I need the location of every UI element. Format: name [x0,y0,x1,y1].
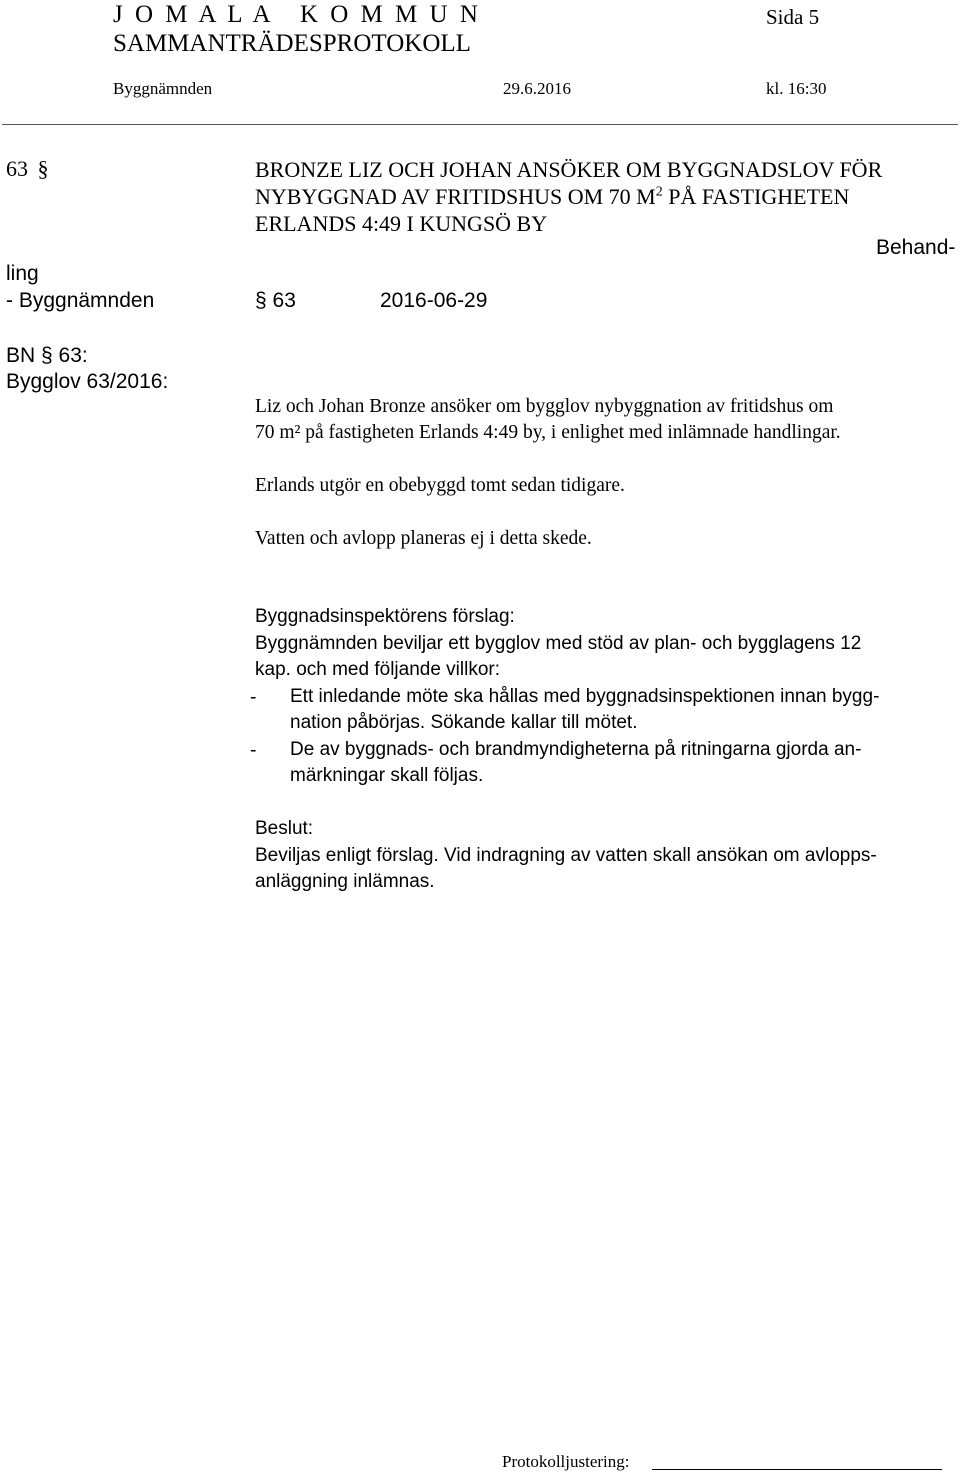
paragraph-symbol: § [37,156,49,181]
handling-entry-board: - Byggnämnden [6,289,155,312]
signature-line [652,1469,942,1470]
proposal-line-2: kap. och med följande villkor: [255,659,501,680]
handling-label-part-2: ling [6,262,39,285]
section-title-line-3: ERLANDS 4:49 I KUNGSÖ BY [255,211,548,236]
section-title-line-1: BRONZE LIZ OCH JOHAN ANSÖKER OM BYGGNADSLOV FÖR [255,157,883,182]
meeting-date: 29.6.2016 [503,79,571,98]
section-title-line-2-post: PÅ FASTIGHETEN [662,184,850,209]
proposal-heading: Byggnadsinspektörens förslag: [255,606,515,627]
section-title-line-2 [255,183,882,210]
meeting-time: kl. 16:30 [766,79,827,98]
protocol-title: SAMMANTRÄDESPROTOKOLL [113,30,471,57]
meeting-board: Byggnämnden [113,79,213,98]
section-title-superscript: 2 [655,184,663,200]
condition-1-line-1: Ett inledande möte ska hållas med byggnadsinspektionen innan bygg- [290,686,880,707]
handling-entry-date: 2016-06-29 [380,289,488,312]
decision-line-2: anläggning inlämnas. [255,871,435,892]
section-title-line-2-pre: NYBYGGNAD AV FRITIDSHUS OM 70 M [255,184,656,209]
water-note: Vatten och avlopp planeras ej i detta skede. [255,528,592,549]
header-divider [2,124,958,125]
intro-line-1: Liz och Johan Bronze ansöker om bygglov nybyggnation av fritidshus om [255,396,834,417]
condition-2-line-1: De av byggnads- och brandmyndigheterna på ritningarna gjorda an- [290,739,862,760]
intro-line-2: 70 m² på fastigheten Erlands 4:49 by, i enlighet med inlämnade handlingar. [255,422,841,443]
section-title [255,156,882,237]
bn-reference: BN § 63: [6,344,88,367]
protocol-adjustment-label: Protokolljustering: [502,1452,630,1471]
page-number: Sida 5 [766,5,820,29]
proposal-line-1: Byggnämnden beviljar ett bygglov med stöd av plan- och bygglagens 12 [255,633,862,654]
section-number [6,156,49,182]
section-number-value: 63 [6,156,28,181]
condition-2-dash: - [250,739,257,761]
handling-label-part-1: Behand- [876,236,956,259]
condition-1-dash: - [250,686,257,708]
handling-entry-paragraph: § 63 [255,289,296,312]
condition-1-line-2: nation påbörjas. Sökande kallar till mötet. [290,712,638,733]
condition-2-line-2: märkningar skall följas. [290,765,484,786]
plot-note: Erlands utgör en obebyggd tomt sedan tidigare. [255,475,625,496]
decision-line-1: Beviljas enligt förslag. Vid indragning av vatten skall ansökan om avlopps- [255,845,877,866]
bygglov-reference: Bygglov 63/2016: [6,370,169,393]
municipality-name: J O M A L A K O M M U N [113,1,481,28]
decision-heading: Beslut: [255,818,314,839]
